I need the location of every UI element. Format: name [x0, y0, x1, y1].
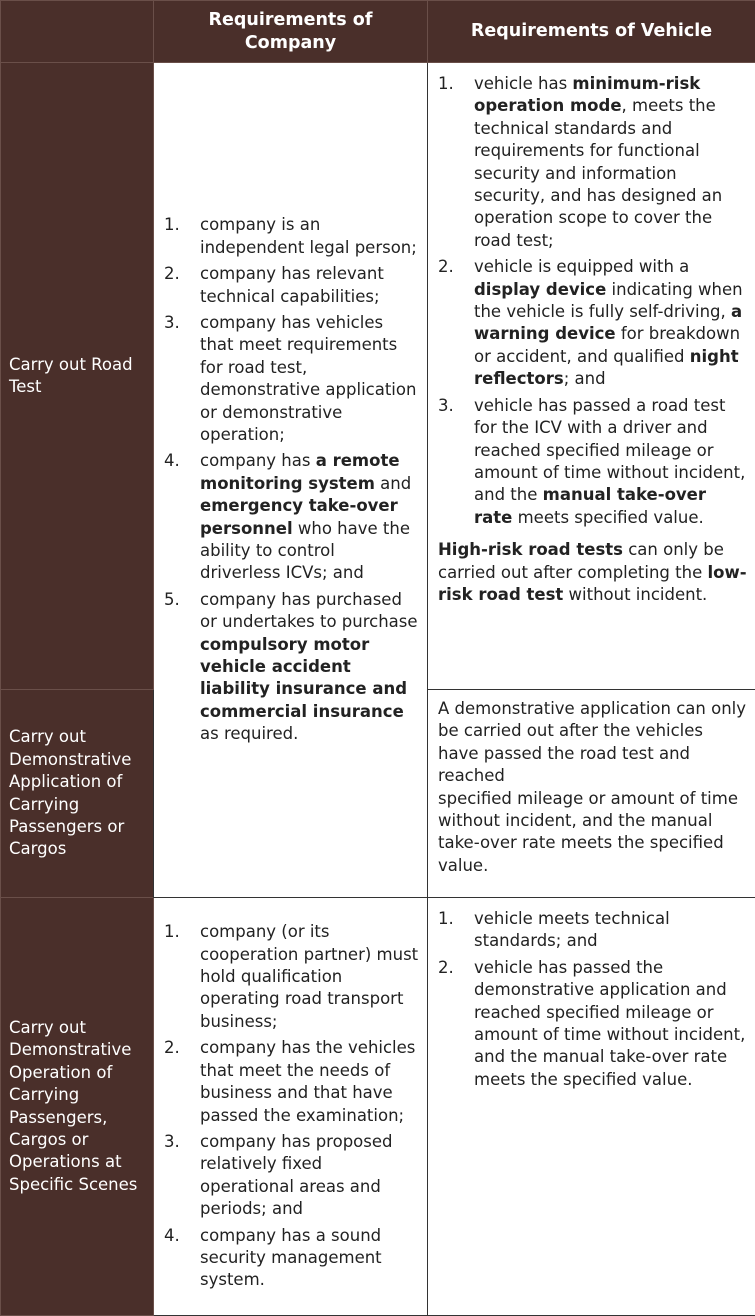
list-item: 5. company has purchased or undertakes to purchase compulsory motor vehicle accident liability insurance and commercial insurance as required.: [164, 589, 418, 744]
vehicle-demo-operation-cell: [428, 898, 755, 1316]
company-demo-operation-cell: [154, 898, 428, 1316]
company-road-and-demo-cell: [154, 63, 428, 898]
company-requirements-list: [154, 204, 427, 755]
list-item: 1. company (or its cooperation partner) must hold qualification operating road transport business;: [164, 922, 419, 1031]
company-column-header: Requirements of Company: [154, 1, 428, 63]
vehicle-requirements-list: [428, 63, 755, 539]
demo-application-text-a: A demonstrative application can only be carried out after the vehicles have passed the road test and reached: [438, 699, 747, 786]
vehicle-operation-list: [428, 898, 755, 1101]
high-risk-note: High-risk road tests can only be carried out after completing the low-risk road test without incident.: [438, 540, 747, 604]
row-label-road-test: Carry out Road Test: [1, 63, 154, 690]
road-test-row: [1, 63, 755, 690]
row-label-demo-operation: Carry out Demonstrative Operation of Carrying Passengers, Cargos or Operations at Specific Scenes: [1, 898, 154, 1316]
corner-header-cell: [1, 1, 154, 63]
company-operation-list: [154, 911, 427, 1302]
list-item: 3. company has proposed relatively fixed operational areas and periods; and: [164, 1131, 393, 1219]
vehicle-column-header: Requirements of Vehicle: [428, 1, 755, 63]
list-item: 3. vehicle has passed a road test for the ICV with a driver and reached specified mileage or amount of time without incident, and the manual take-over rate meets specified value.: [438, 395, 746, 527]
list-item: 2. vehicle is equipped with a display device indicating when the vehicle is fully self-driving, a warning device for breakdown or accident, and qualified night reflectors; and: [438, 257, 743, 389]
list-item: 2. vehicle has passed the demonstrative application and reached specified mileage or amount of time without incident, and the manual take-over rate meets the specified value.: [438, 957, 746, 1089]
list-item: 2. company has relevant technical capabilities;: [164, 264, 384, 306]
list-item: 2. company has the vehicles that meet the needs of business and that have passed the examination;: [164, 1038, 416, 1125]
row-label-demo-application: Carry out Demonstrative Application of Carrying Passengers or Cargos: [1, 690, 154, 898]
list-item: 1. company is an independent legal person;: [164, 215, 417, 257]
list-item: 1. vehicle has minimum-risk operation mode, meets the technical standards and requirements for functional security and information security, and has designed an operation scope to cover the road test;: [438, 74, 723, 250]
list-item: 4. company has a remote monitoring system and emergency take-over personnel who have the ability to control driverless ICVs; and: [164, 451, 412, 583]
list-item: 1. vehicle meets technical standards; and: [438, 909, 670, 951]
list-item: 4. company has a sound security management system.: [164, 1225, 382, 1290]
vehicle-road-test-cell: [428, 63, 755, 690]
list-item: 3. company has vehicles that meet requirements for road test, demonstrative application or demonstrative operation;: [164, 312, 417, 444]
vehicle-demo-application-cell: [428, 690, 755, 898]
demo-application-text-b: specified mileage or amount of time without incident, and the manual take-over rate meets the specified value.: [438, 788, 738, 875]
demo-operation-row: [1, 898, 755, 1316]
header-row: [1, 1, 755, 63]
